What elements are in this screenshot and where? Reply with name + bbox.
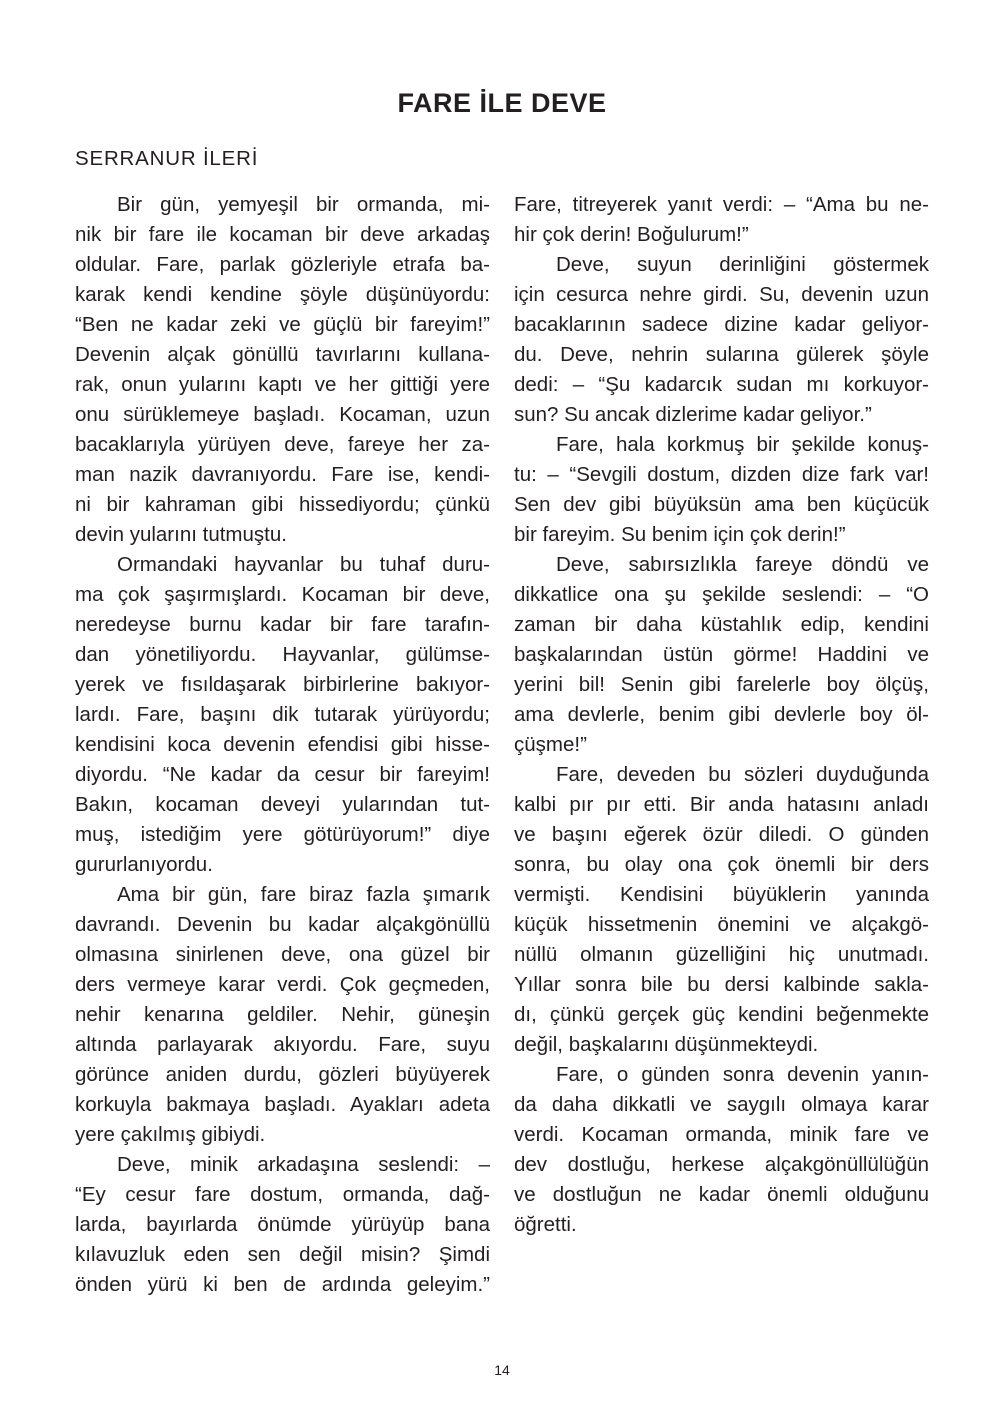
text-line: ma çok şaşırmışlardı. Kocaman bir deve, xyxy=(75,583,490,606)
text-line: başkalarından üstün görme! Haddini ve xyxy=(514,643,929,666)
text-line: da daha dikkatli ve saygılı olmaya karar xyxy=(514,1093,929,1116)
text-line: Sen dev gibi büyüksün ama ben küçücük xyxy=(514,493,929,516)
text-line: sun? Su ancak dizlerime kadar geliyor.” xyxy=(514,403,872,426)
text-line: nehir kenarına geldiler. Nehir, güneşin xyxy=(75,1003,490,1026)
text-line: muş, istediğim yere götürüyorum!” diye xyxy=(75,823,490,846)
text-line: altında parlayarak akıyordu. Fare, suyu xyxy=(75,1033,490,1056)
text-line: küçük hissetmenin önemini ve alçakgö- xyxy=(514,913,929,936)
text-line: dan yönetiliyordu. Hayvanlar, gülümse- xyxy=(75,643,490,666)
text-line: Bir gün, yemyeşil bir ormanda, mi- xyxy=(117,193,490,216)
text-line: dev dostluğu, herkese alçakgönüllülüğün xyxy=(514,1153,929,1176)
text-line: verdi. Kocaman ormanda, minik fare ve xyxy=(514,1123,929,1146)
author-name: SERRANUR İLERİ xyxy=(75,147,259,170)
text-line: Deve, sabırsızlıkla fareye döndü ve xyxy=(556,553,929,576)
text-line: neredeyse burnu kadar bir fare tarafın- xyxy=(75,613,490,636)
text-line: onu sürüklemeye başladı. Kocaman, uzun xyxy=(75,403,490,426)
text-line: hir çok derin! Boğulurum!” xyxy=(514,223,749,246)
text-line: tu: – “Sevgili dostum, dizden dize fark var! xyxy=(514,463,929,486)
text-line: öğretti. xyxy=(514,1213,577,1236)
text-line: “Ben ne kadar zeki ve güçlü bir fareyim!” xyxy=(75,313,490,336)
text-line: Fare, deveden bu sözleri duyduğunda xyxy=(556,763,929,786)
text-line: vermişti. Kendisini büyüklerin yanında xyxy=(514,883,929,906)
story-title: FARE İLE DEVE xyxy=(397,88,607,119)
text-line: nik bir fare ile kocaman bir deve arkadaş xyxy=(75,223,490,246)
text-line: bir fareyim. Su benim için çok derin!” xyxy=(514,523,846,546)
text-line: yerek ve fısıldaşarak birbirlerine bakıyor- xyxy=(75,673,490,696)
text-line: için cesurca nehre girdi. Su, devenin uzun xyxy=(514,283,929,306)
page-number: 14 xyxy=(494,1362,510,1378)
text-line: Deve, minik arkadaşına seslendi: – xyxy=(117,1153,490,1176)
text-line: kendisini koca devenin efendisi gibi hisse- xyxy=(75,733,490,756)
text-line: larda, bayırlarda önümde yürüyüp bana xyxy=(75,1213,490,1236)
text-line: dedi: – “Şu kadarcık sudan mı korkuyor- xyxy=(514,373,929,396)
text-line: görünce aniden durdu, gözleri büyüyerek xyxy=(75,1063,490,1086)
text-line: kalbi pır pır etti. Bir anda hatasını anladı xyxy=(514,793,929,816)
text-line: bacaklarının sadece dizine kadar geliyor- xyxy=(514,313,929,336)
text-line: Yıllar sonra bile bu dersi kalbinde sakla- xyxy=(514,973,929,996)
text-line: karak kendi kendine şöyle düşünüyordu: xyxy=(75,283,490,306)
text-line: oldular. Fare, parlak gözleriyle etrafa ba- xyxy=(75,253,490,276)
text-line: gururlanıyordu. xyxy=(75,853,213,876)
text-line: yerini bil! Senin gibi farelerle boy ölçüş, xyxy=(514,673,929,696)
text-line: değil, başkalarını düşünmekteydi. xyxy=(514,1033,819,1056)
text-line: bacaklarıyla yürüyen deve, fareye her za- xyxy=(75,433,490,456)
text-line: olmasına sinirlenen deve, ona güzel bir xyxy=(75,943,490,966)
text-line: ve başını eğerek özür diledi. O günden xyxy=(514,823,929,846)
text-line: diyordu. “Ne kadar da cesur bir fareyim! xyxy=(75,763,490,786)
text-line: man nazik davranıyordu. Fare ise, kendi- xyxy=(75,463,490,486)
text-line: davrandı. Devenin bu kadar alçakgönüllü xyxy=(75,913,490,936)
text-line: çüşme!” xyxy=(514,733,587,756)
text-line: “Ey cesur fare dostum, ormanda, dağ- xyxy=(75,1183,490,1206)
text-line: Ormandaki hayvanlar bu tuhaf duru- xyxy=(117,553,490,576)
text-line: devin yularını tutmuştu. xyxy=(75,523,287,546)
text-line: ni bir kahraman gibi hissediyordu; çünkü xyxy=(75,493,490,516)
text-line: du. Deve, nehrin sularına gülerek şöyle xyxy=(514,343,929,366)
text-line: önden yürü ki ben de ardında geleyim.” xyxy=(75,1273,490,1296)
text-line: Bakın, kocaman deveyi yularından tut- xyxy=(75,793,490,816)
text-line: lardı. Fare, başını dik tutarak yürüyordu; xyxy=(75,703,490,726)
text-line: dı, çünkü gerçek güç kendini beğenmekte xyxy=(514,1003,929,1026)
right-text-column xyxy=(514,190,929,1240)
text-line: ve dostluğun ne kadar önemli olduğunu xyxy=(514,1183,929,1206)
text-line: kılavuzluk eden sen değil misin? Şimdi xyxy=(75,1243,490,1266)
text-line: korkuyla bakmaya başladı. Ayakları adeta xyxy=(75,1093,490,1116)
text-line: Fare, titreyerek yanıt verdi: – “Ama bu ne- xyxy=(514,193,929,216)
text-line: Deve, suyun derinliğini göstermek xyxy=(556,253,929,276)
text-line: yere çakılmış gibiydi. xyxy=(75,1123,266,1146)
text-line: zaman bir daha küstahlık edip, kendini xyxy=(514,613,929,636)
left-text-column xyxy=(75,190,490,1300)
text-line: Ama bir gün, fare biraz fazla şımarık xyxy=(117,883,490,906)
text-line: Fare, hala korkmuş bir şekilde konuş- xyxy=(556,433,929,456)
text-line: rak, onun yularını kaptı ve her gittiği yere xyxy=(75,373,490,396)
text-line: Devenin alçak gönüllü tavırlarını kullana- xyxy=(75,343,490,366)
text-line: ama devlerle, benim gibi devlerle boy öl- xyxy=(514,703,929,726)
text-line: Fare, o günden sonra devenin yanın- xyxy=(556,1063,929,1086)
text-line: dikkatlice ona şu şekilde seslendi: – “O xyxy=(514,583,929,606)
text-line: ders vermeye karar verdi. Çok geçmeden, xyxy=(75,973,490,996)
text-line: sonra, bu olay ona çok önemli bir ders xyxy=(514,853,929,876)
text-line: nüllü olmanın güzelliğini hiç unutmadı. xyxy=(514,943,929,966)
